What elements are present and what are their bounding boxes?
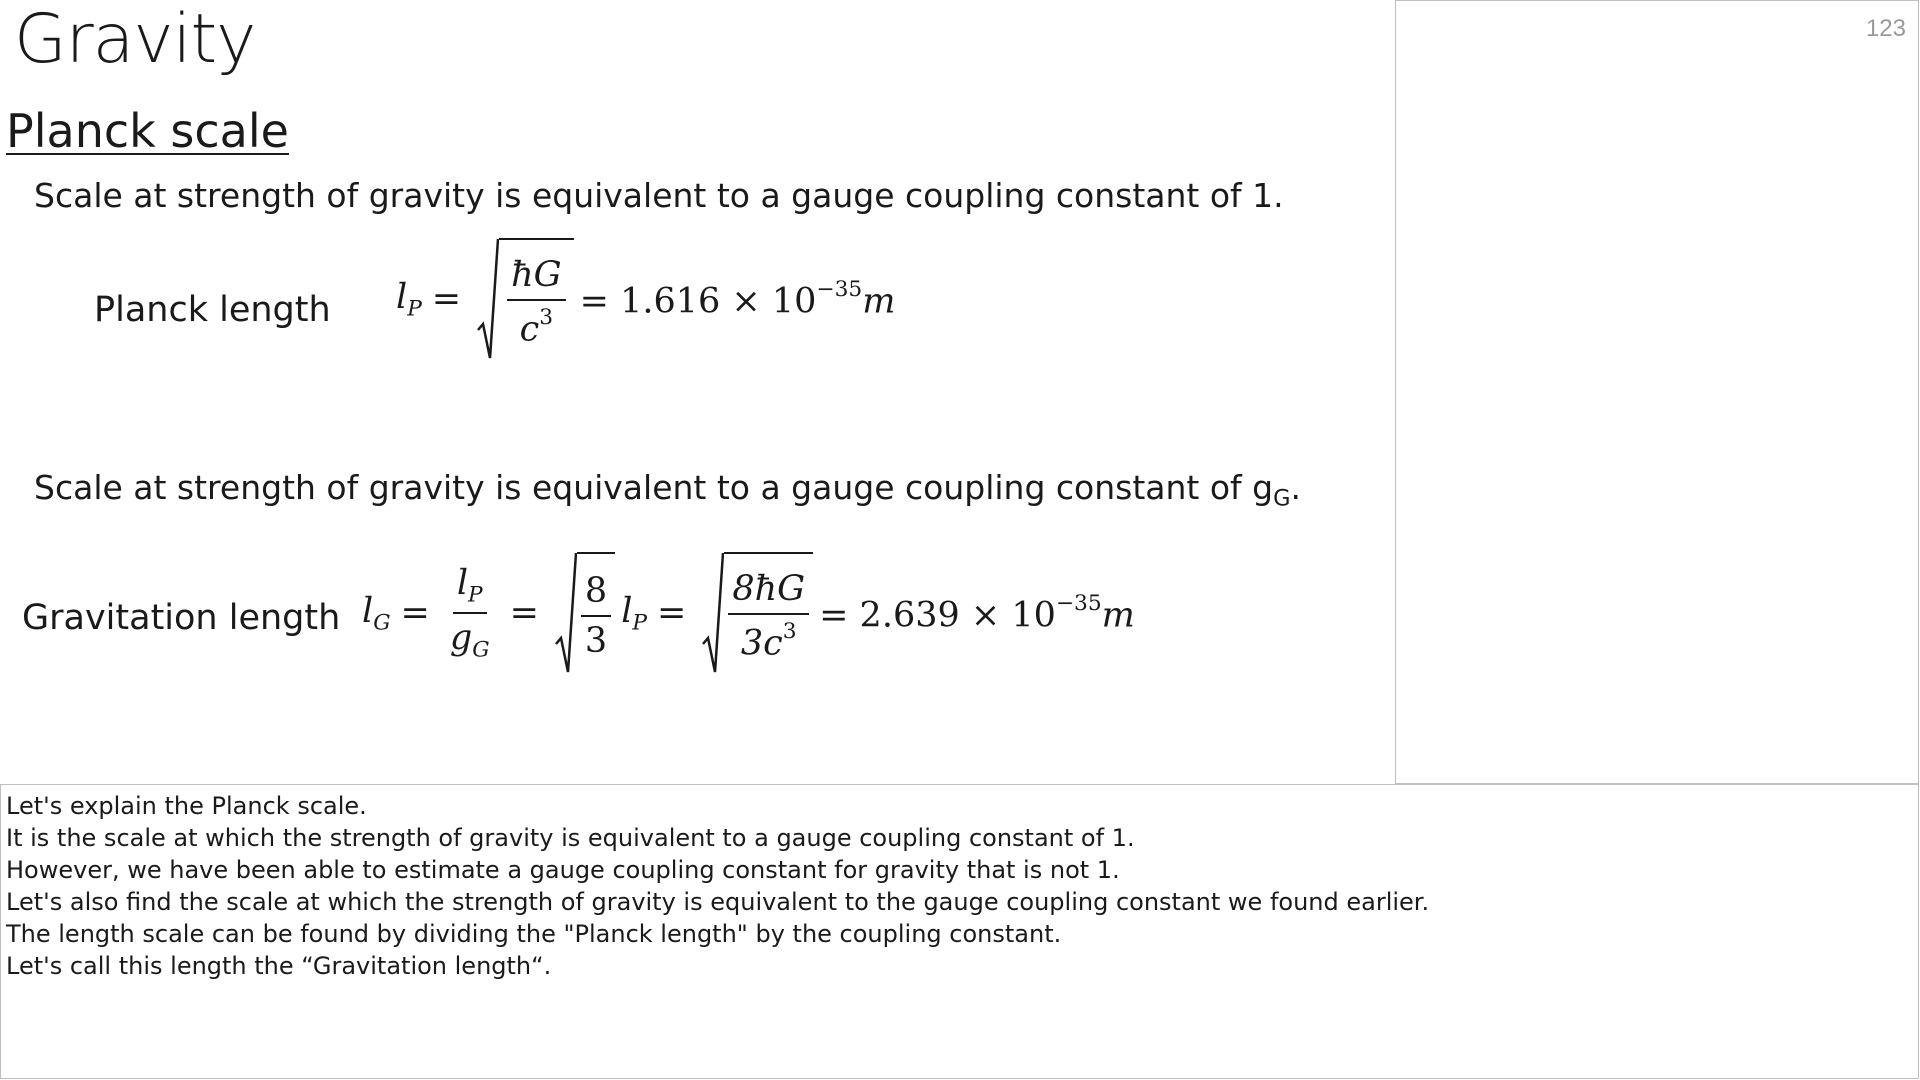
page-number: 123 [1865, 15, 1906, 42]
gravitation-sqrt: $\frac{8ħG}{3c^3}$ [702, 552, 813, 674]
notes-line: However, we have been able to estimate a gauge coupling constant for gravity that is not 1. [6, 856, 1120, 884]
statement-planck: Scale at strength of gravity is equivalent to a gauge coupling constant of 1. [34, 176, 1284, 215]
notes-line: Let's call this length the “Gravitation length“. [6, 952, 552, 980]
gravitation-length-equation: $l_G$ = $\frac{l_P}{g_G}$ = $\frac{8}{3}$ $l_P$ = $\frac{8ħG}{3c^3}$ = $2.639 \times 10^{-35}m$ [362, 552, 1135, 674]
statement-gravitation: Scale at strength of gravity is equivalent to a gauge coupling constant of $g_G$. [34, 468, 1301, 512]
planck-lhs: $l_P$ [396, 276, 422, 322]
gravitation-lhs: $l_G$ [362, 590, 391, 636]
notes-line: The length scale can be found by dividing the "Planck length" by the coupling constant. [6, 920, 1062, 948]
sqrt-eight-thirds: $\frac{8}{3}$ [555, 552, 615, 674]
section-heading: Planck scale [6, 104, 289, 158]
planck-length-label: Planck length [94, 290, 331, 330]
notes-line: Let's also find the scale at which the strength of gravity is equivalent to the gauge coupling constant we found earlier. [6, 888, 1430, 916]
side-panel [1395, 0, 1919, 784]
speaker-notes [6, 790, 1429, 982]
gravitation-value: = $2.639 \times 10^{-35}m$ [819, 590, 1135, 636]
gravitation-length-label: Gravitation length [22, 598, 341, 638]
notes-line: It is the scale at which the strength of gravity is equivalent to a gauge coupling constant of 1. [6, 824, 1135, 852]
notes-line: Let's explain the Planck scale. [6, 792, 367, 820]
ratio-fraction: $\frac{l_P}{g_G}$ [449, 563, 490, 663]
planck-value: = $1.616 \times 10^{-35}m$ [579, 276, 896, 322]
planck-fraction: $\frac{ħG}{c^3}$ [507, 255, 566, 349]
slide-title: Gravity [14, 0, 256, 79]
planck-sqrt [477, 238, 574, 360]
planck-length-equation: $l_P$ = $\frac{ħG}{c^3}$ = $1.616 \times 10^{-35}m$ [396, 238, 895, 360]
planck-length-symbol: $l_P$ [621, 590, 647, 636]
